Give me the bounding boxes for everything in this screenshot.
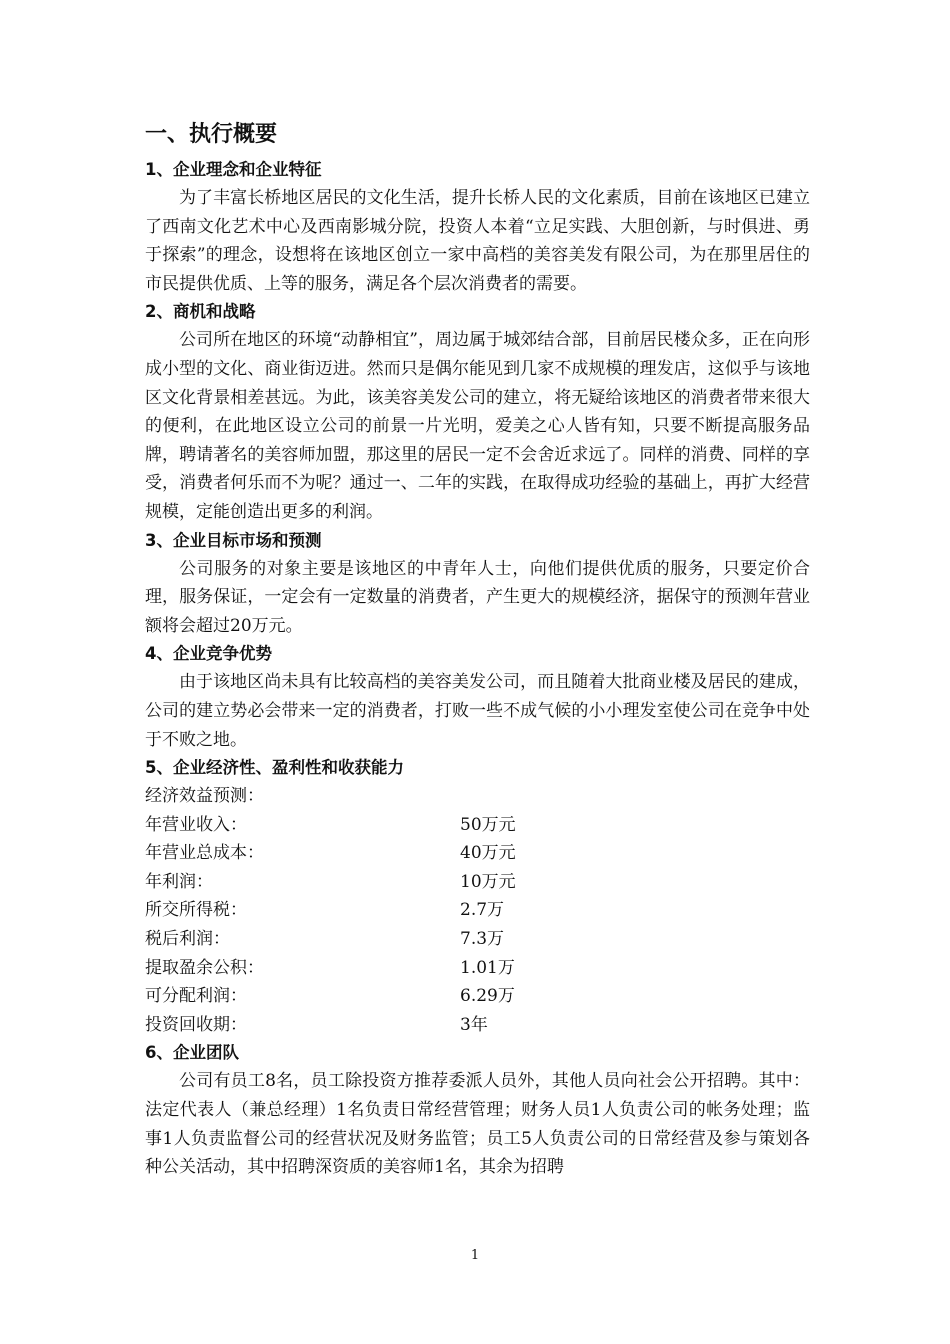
financial-table xyxy=(145,811,810,1040)
section-heading-6: 6、企业团队 xyxy=(145,1043,239,1063)
financial-value: 7.3万 xyxy=(460,929,505,950)
section-body-2: 公司所在地区的环境“动静相宜”，周边属于城郊结合部，目前居民楼众多，正在向形成小型的文化、商业街迈进。然而只是偶尔能见到几家不成规模的理发店，这似乎与该地区文化背景相差甚远。为此，该美容美发公司的建立，将无疑给该地区的消费者带来很大的便利，在此地区设立公司的前景一片光明，爱美之心人皆有知，只要不断提高服务品牌，聘请著名的美容师加盟，那这里的居民一定不会舍近求远了。同样的消费、同样的享受，消费者何乐而不为呢？通过一、二年的实践，在取得成功经验的基础上，再扩大经营规模，定能创造出更多的利润。 xyxy=(145,330,810,522)
page-number: 1 xyxy=(470,1248,480,1263)
financial-row xyxy=(145,896,810,925)
financial-intro: 经济效益预测： xyxy=(145,786,264,807)
financial-label: 投资回收期： xyxy=(145,1014,247,1035)
section-body-4: 由于该地区尚未具有比较高档的美容美发公司，而且随着大批商业楼及居民的建成，公司的建立势必会带来一定的消费者，打败一些不成气候的小小理发室使公司在竞争中处于不败之地。 xyxy=(145,672,810,750)
document-page xyxy=(145,118,810,1182)
financial-row xyxy=(145,811,810,840)
financial-value: 2.7万 xyxy=(460,900,505,921)
financial-label: 税后利润： xyxy=(145,929,230,950)
financial-label: 提取盈余公积： xyxy=(145,957,264,978)
financial-value: 10万元 xyxy=(460,871,516,892)
section-heading-1: 1、企业理念和企业特征 xyxy=(145,160,322,179)
financial-value: 1.01万 xyxy=(460,957,515,978)
financial-value: 3年 xyxy=(460,1014,488,1035)
financial-row xyxy=(145,1011,810,1040)
financial-row xyxy=(145,954,810,983)
page-title: 一、执行概要 xyxy=(145,122,278,147)
financial-label: 所交所得税： xyxy=(145,900,247,921)
section-body-1: 为了丰富长桥地区居民的文化生活，提升长桥人民的文化素质，目前在该地区已建立了西南文化艺术中心及西南影城分院，投资人本着“立足实践、大胆创新，与时俱进、勇于探索”的理念，设想将在该地区创立一家中高档的美容美发有限公司，为在那里居住的市民提供优质、上等的服务，满足各个层次消费者的需要。 xyxy=(145,188,810,294)
section-heading-5: 5、企业经济性、盈利性和收获能力 xyxy=(145,758,404,778)
financial-row xyxy=(145,868,810,897)
financial-label: 年营业总成本： xyxy=(145,843,264,864)
section-heading-3: 3、企业目标市场和预测 xyxy=(145,530,322,550)
financial-value: 40万元 xyxy=(460,843,516,864)
financial-value: 50万元 xyxy=(460,814,516,835)
financial-row xyxy=(145,982,810,1011)
financial-label: 年营业收入： xyxy=(145,814,247,835)
section-body-6: 公司有员工8名，员工除投资方推荐委派人员外，其他人员向社会公开招聘。其中：法定代表人（兼总经理）1名负责日常经营管理；财务人员1人负责公司的帐务处理；监事1人负责监督公司的经营状况及财务监管；员工5人负责公司的日常经营及参与策划各种公关活动，其中招聘深资质的美容师1名，其余为招聘 xyxy=(145,1071,810,1178)
financial-row xyxy=(145,839,810,868)
financial-label: 可分配利润： xyxy=(145,986,247,1007)
section-body-3: 公司服务的对象主要是该地区的中青年人士，向他们提供优质的服务，只要定价合理，服务保证，一定会有一定数量的消费者，产生更大的规模经济，据保守的预测年营业额将会超过20万元。 xyxy=(145,558,810,636)
financial-value: 6.29万 xyxy=(460,986,515,1007)
section-heading-2: 2、商机和战略 xyxy=(145,302,256,322)
financial-row xyxy=(145,925,810,954)
section-heading-4: 4、企业竞争优势 xyxy=(145,644,272,664)
financial-label: 年利润： xyxy=(145,871,213,892)
